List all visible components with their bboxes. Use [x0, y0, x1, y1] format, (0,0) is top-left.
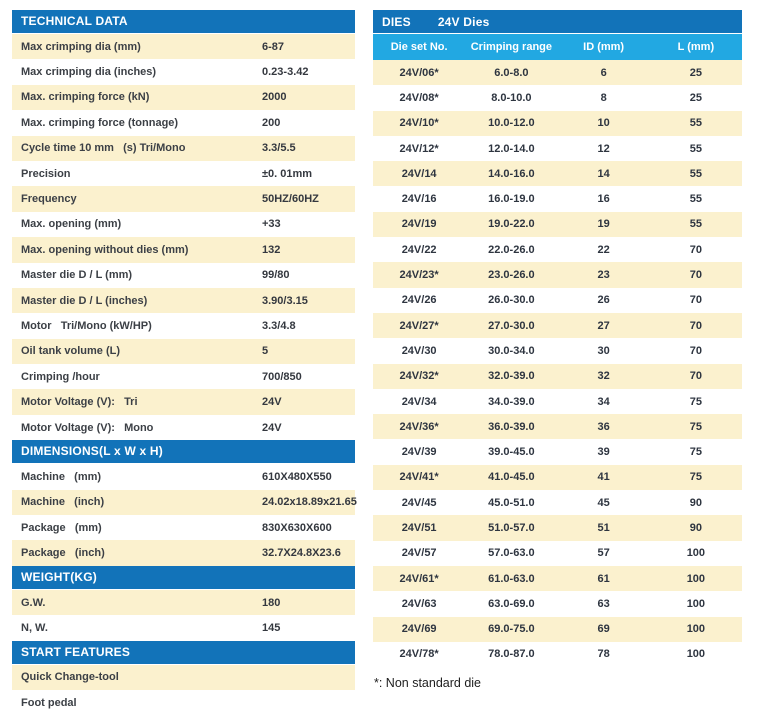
- die-row: [373, 111, 742, 136]
- spec-value: 99/80: [262, 269, 290, 282]
- die-cell: 70: [689, 344, 702, 357]
- spec-label: Motor Voltage (V): Tri: [21, 396, 138, 409]
- die-cell: 30.0-34.0: [488, 344, 535, 357]
- die-cell: 24V/36*: [399, 420, 439, 433]
- die-cell: 10.0-12.0: [488, 117, 535, 130]
- spec-row: [12, 590, 355, 615]
- die-cell: 24V/10*: [399, 117, 439, 130]
- die-cell: 24V/08*: [399, 91, 439, 104]
- die-cell: 12: [597, 142, 610, 155]
- die-cell: 55: [689, 218, 702, 231]
- die-row: [373, 566, 742, 591]
- die-row: [373, 212, 742, 237]
- die-cell: 24V/61*: [399, 572, 439, 585]
- dies-subtitle: 24V Dies: [437, 14, 490, 29]
- die-row: [373, 338, 742, 363]
- die-cell: 24V/78*: [399, 648, 439, 661]
- spec-row: [12, 415, 355, 440]
- die-cell: 70: [689, 269, 702, 282]
- section-header: START FEATURES: [12, 641, 355, 664]
- die-row: [373, 617, 742, 642]
- spec-label: G.W.: [21, 596, 46, 609]
- die-cell: 69.0-75.0: [488, 623, 535, 636]
- die-row: [373, 591, 742, 616]
- spec-label: Package (inch): [21, 547, 105, 560]
- die-cell: 100: [686, 623, 706, 636]
- spec-row: [12, 490, 355, 515]
- die-cell: 39: [597, 446, 610, 459]
- die-cell: 69: [597, 623, 610, 636]
- die-row: [373, 541, 742, 566]
- spec-row: [12, 515, 355, 540]
- die-cell: 19.0-22.0: [488, 218, 535, 231]
- die-cell: 34: [597, 395, 610, 408]
- die-cell: 90: [689, 496, 702, 509]
- spec-label: Foot pedal: [21, 696, 77, 709]
- die-cell: 63: [597, 597, 610, 610]
- die-cell: 24V/12*: [399, 142, 439, 155]
- die-cell: 78: [597, 648, 610, 661]
- die-row: [373, 642, 742, 667]
- spec-label: Frequency: [21, 193, 77, 206]
- die-cell: 100: [686, 648, 706, 661]
- die-cell: 51: [597, 521, 610, 534]
- die-cell: 41.0-45.0: [488, 471, 535, 484]
- die-cell: 24V/22: [401, 243, 437, 256]
- die-cell: 39.0-45.0: [488, 446, 535, 459]
- dies-title: DIES: [382, 14, 411, 29]
- die-cell: 45: [597, 496, 610, 509]
- die-cell: 12.0-14.0: [488, 142, 535, 155]
- die-cell: 10: [597, 117, 610, 130]
- spec-value: 200: [262, 116, 281, 129]
- die-cell: 41: [597, 471, 610, 484]
- spec-value: 32.7X24.8X23.6: [262, 547, 341, 560]
- die-cell: 22: [597, 243, 610, 256]
- column-header: L (mm): [677, 41, 715, 53]
- spec-label: Precision: [21, 167, 71, 180]
- die-cell: 24V/39: [401, 446, 437, 459]
- spec-row: [12, 136, 355, 161]
- dies-table: [373, 10, 742, 690]
- spec-value: 0.23-3.42: [262, 66, 309, 79]
- spec-label: Crimping /hour: [21, 370, 100, 383]
- section-header: WEIGHT(KG): [12, 566, 355, 589]
- spec-label: Machine (inch): [21, 496, 105, 509]
- spec-value: 24V: [262, 396, 282, 409]
- spec-label: Cycle time 10 mm (s) Tri/Mono: [21, 142, 186, 155]
- column-header: Crimping range: [470, 41, 553, 53]
- die-cell: 27.0-30.0: [488, 319, 535, 332]
- spec-row: [12, 389, 355, 414]
- die-row: [373, 161, 742, 186]
- spec-label: Package (mm): [21, 521, 102, 534]
- spec-label: Oil tank volume (L): [21, 345, 121, 358]
- die-cell: 32: [597, 370, 610, 383]
- die-cell: 57: [597, 547, 610, 560]
- spec-value: 2000: [262, 91, 287, 104]
- die-cell: 24V/14: [401, 167, 437, 180]
- die-cell: 23: [597, 269, 610, 282]
- spec-label: Master die D / L (mm): [21, 269, 133, 282]
- die-cell: 26: [597, 294, 610, 307]
- die-row: [373, 439, 742, 464]
- die-row: [373, 515, 742, 540]
- die-row: [373, 60, 742, 85]
- technical-data-table: [12, 10, 355, 713]
- spec-value: 5: [262, 345, 269, 358]
- die-cell: 90: [689, 521, 702, 534]
- die-cell: 70: [689, 294, 702, 307]
- spec-label: Machine (mm): [21, 470, 102, 483]
- die-cell: 75: [689, 420, 702, 433]
- spec-row: [12, 161, 355, 186]
- die-cell: 14.0-16.0: [488, 167, 535, 180]
- column-header: ID (mm): [583, 41, 625, 53]
- die-cell: 16.0-19.0: [488, 193, 535, 206]
- die-cell: 14: [597, 167, 610, 180]
- spec-value: 610X480X550: [262, 470, 332, 483]
- die-row: [373, 186, 742, 211]
- die-cell: 75: [689, 471, 702, 484]
- die-cell: 24V/34: [401, 395, 437, 408]
- spec-value: 830X630X600: [262, 521, 332, 534]
- die-cell: 23.0-26.0: [488, 269, 535, 282]
- die-row: [373, 465, 742, 490]
- die-row: [373, 237, 742, 262]
- die-cell: 6.0-8.0: [494, 66, 529, 79]
- die-cell: 55: [689, 193, 702, 206]
- die-cell: 24V/69: [401, 623, 437, 636]
- spec-row: [12, 364, 355, 389]
- die-cell: 36: [597, 420, 610, 433]
- die-cell: 100: [686, 597, 706, 610]
- dies-column-header-row: [373, 34, 742, 60]
- spec-value: 50HZ/60HZ: [262, 193, 319, 206]
- die-cell: 25: [689, 66, 702, 79]
- spec-value: 132: [262, 243, 281, 256]
- spec-value: 700/850: [262, 370, 302, 383]
- die-cell: 63.0-69.0: [488, 597, 535, 610]
- spec-label: Max. crimping force (tonnage): [21, 116, 179, 129]
- spec-row: [12, 615, 355, 640]
- spec-value: 24.02x18.89x21.65: [262, 496, 357, 509]
- die-cell: 55: [689, 117, 702, 130]
- die-cell: 57.0-63.0: [488, 547, 535, 560]
- die-row: [373, 262, 742, 287]
- die-cell: 24V/26: [401, 294, 437, 307]
- spec-row: [12, 339, 355, 364]
- spec-label: Max. crimping force (kN): [21, 91, 150, 104]
- die-cell: 70: [689, 243, 702, 256]
- die-row: [373, 389, 742, 414]
- die-cell: 27: [597, 319, 610, 332]
- die-cell: 8: [600, 91, 607, 104]
- die-cell: 32.0-39.0: [488, 370, 535, 383]
- die-cell: 24V/57: [401, 547, 437, 560]
- spec-value: 180: [262, 596, 281, 609]
- spec-value: +33: [262, 218, 281, 231]
- spec-value: 24V: [262, 421, 282, 434]
- die-cell: 61.0-63.0: [488, 572, 535, 585]
- die-cell: 24V/16: [401, 193, 437, 206]
- die-cell: 8.0-10.0: [491, 91, 532, 104]
- die-cell: 24V/45: [401, 496, 437, 509]
- die-cell: 100: [686, 572, 706, 585]
- die-cell: 25: [689, 91, 702, 104]
- die-cell: 100: [686, 547, 706, 560]
- spec-row: [12, 34, 355, 59]
- column-header: Die set No.: [390, 41, 448, 53]
- die-cell: 34.0-39.0: [488, 395, 535, 408]
- die-cell: 16: [597, 193, 610, 206]
- die-row: [373, 288, 742, 313]
- die-cell: 55: [689, 167, 702, 180]
- section-header: DIMENSIONS(L x W x H): [12, 440, 355, 463]
- spec-label: Master die D / L (inches): [21, 294, 148, 307]
- die-cell: 24V/27*: [399, 319, 439, 332]
- die-cell: 70: [689, 370, 702, 383]
- die-row: [373, 136, 742, 161]
- spec-value: 3.3/4.8: [262, 319, 296, 332]
- spec-label: Max crimping dia (inches): [21, 66, 157, 79]
- die-cell: 30: [597, 344, 610, 357]
- spec-label: Max. opening (mm): [21, 218, 122, 231]
- die-cell: 78.0-87.0: [488, 648, 535, 661]
- spec-row: [12, 212, 355, 237]
- die-row: [373, 414, 742, 439]
- dies-footnote: *: Non standard die: [374, 676, 482, 691]
- spec-label: N, W.: [21, 621, 48, 634]
- die-cell: 75: [689, 395, 702, 408]
- die-cell: 6: [600, 66, 607, 79]
- die-cell: 24V/41*: [399, 471, 439, 484]
- die-cell: 75: [689, 446, 702, 459]
- spec-value: 6-87: [262, 40, 285, 53]
- spec-value: ±0. 01mm: [262, 167, 313, 180]
- spec-row: [12, 540, 355, 565]
- spec-row: [12, 85, 355, 110]
- spec-row: [12, 237, 355, 262]
- die-cell: 45.0-51.0: [488, 496, 535, 509]
- spec-value: 3.90/3.15: [262, 294, 308, 307]
- die-cell: 24V/63: [401, 597, 437, 610]
- spec-label: Motor Tri/Mono (kW/HP): [21, 319, 152, 332]
- spec-row: [12, 665, 355, 690]
- spec-row: [12, 288, 355, 313]
- die-row: [373, 313, 742, 338]
- die-row: [373, 364, 742, 389]
- die-cell: 61: [597, 572, 610, 585]
- die-cell: 24V/30: [401, 344, 437, 357]
- die-cell: 26.0-30.0: [488, 294, 535, 307]
- die-cell: 36.0-39.0: [488, 420, 535, 433]
- spec-value: 145: [262, 621, 281, 634]
- die-cell: 55: [689, 142, 702, 155]
- die-cell: 51.0-57.0: [488, 521, 535, 534]
- spec-row: [12, 263, 355, 288]
- die-cell: 19: [597, 218, 610, 231]
- die-cell: 24V/06*: [399, 66, 439, 79]
- die-cell: 22.0-26.0: [488, 243, 535, 256]
- die-cell: 24V/32*: [399, 370, 439, 383]
- die-cell: 24V/19: [401, 218, 437, 231]
- spec-label: Max. opening without dies (mm): [21, 243, 189, 256]
- dies-section-header: [373, 10, 742, 33]
- die-cell: 70: [689, 319, 702, 332]
- spec-label: Motor Voltage (V): Mono: [21, 421, 154, 434]
- die-row: [373, 490, 742, 515]
- die-cell: 24V/23*: [399, 269, 439, 282]
- spec-value: 3.3/5.5: [262, 142, 296, 155]
- spec-row: [12, 110, 355, 135]
- section-header: TECHNICAL DATA: [12, 10, 355, 33]
- dies-rows-container: [373, 60, 742, 667]
- die-row: [373, 85, 742, 110]
- spec-row: [12, 464, 355, 489]
- die-cell: 24V/51: [401, 521, 437, 534]
- spec-row: [12, 313, 355, 338]
- spec-row: [12, 690, 355, 713]
- spec-row: [12, 59, 355, 84]
- spec-label: Max crimping dia (mm): [21, 40, 141, 53]
- spec-label: Quick Change-tool: [21, 671, 119, 684]
- spec-row: [12, 186, 355, 211]
